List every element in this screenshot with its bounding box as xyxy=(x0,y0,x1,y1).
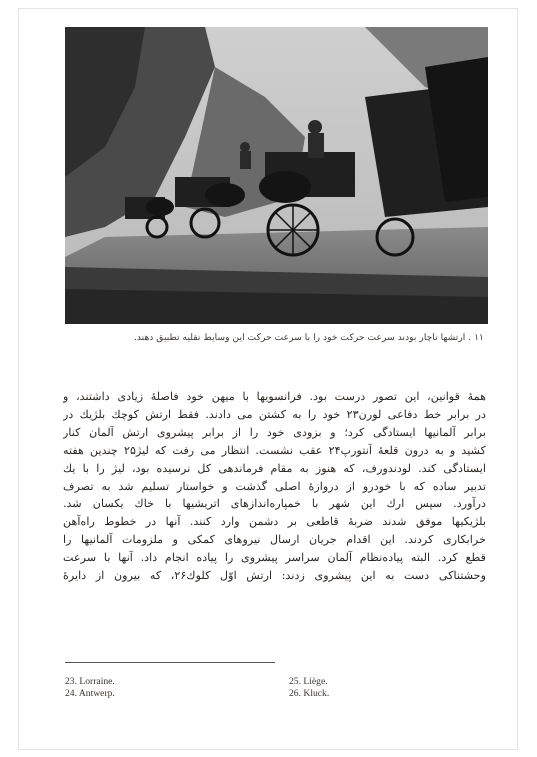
body-line: درآورد. سپس ارك این شهر با خمپاره‌اندازهای اتریشیها با خاك یکسان شد. xyxy=(63,497,486,511)
footnote-24: 24. Antwerp. xyxy=(65,688,115,699)
body-line: بلژیکیها موفق شدند ضربهٔ قاطعی بر دشمن وارد کنند. آنها در خطوط راه‌آهن xyxy=(63,515,486,529)
photo-caption: ۱۱ . ارتشها ناچار بودند سرعت حرکت خود را با سرعت حرکت این وسایط نقلیه تطبیق دهند. xyxy=(133,332,484,343)
body-line: قطع کرد. البته پیاده‌نظام آلمان سراسر پیشروی را پیاده انجام داد. آنها با سرعت xyxy=(63,551,486,565)
footnote-divider xyxy=(65,662,275,663)
body-line: ایستادگی کند. لودندورف، که هنوز به مقام فرماندهی کل نرسیده بود، لیژ را با یك xyxy=(63,461,486,475)
body-line: تدبیر ساده که با خودرو از دروازهٔ اصلی گذشت و خواستار تسلیم شد به تصرف xyxy=(63,479,486,493)
body-paragraph xyxy=(63,388,486,585)
body-line: خرابکاری کردند. این اقدام جریان ارسال نیروهای کمکی و ملزومات آلمانیها را xyxy=(63,533,486,547)
body-line: وحشتناکی دست به این پیشروی زدند: ارتش اوّل کلوك۲۶، که بیرون از دایرهٔ xyxy=(63,569,486,583)
body-line: کشید و به درون قلعهٔ آنتورپ۲۴ عقب نشست. انتظار می رفت که لیژ۲۵ چندین هفته xyxy=(63,443,486,457)
footnote-26: 26. Kluck. xyxy=(289,688,330,699)
body-line: در برابر خط دفاعی لورن۲۳ خود را به کشتن می دادند. فقط ارتش کوچك بلژیك در xyxy=(63,407,486,421)
footnote-25: 25. Liège. xyxy=(289,676,328,687)
body-line: همهٔ قوانین، این تصور درست بود. فرانسویها با میهن خود فاصلهٔ زیادی داشتند، و xyxy=(63,390,486,403)
photo-horse-drawn-wagons xyxy=(65,27,488,324)
footnote-23: 23. Lorraine. xyxy=(65,676,115,687)
body-line: برابر آلمانیها ایستادگی کرد؛ و بزودی خود را از برابر پیشروی ارتش آلمان کنار xyxy=(63,425,486,439)
